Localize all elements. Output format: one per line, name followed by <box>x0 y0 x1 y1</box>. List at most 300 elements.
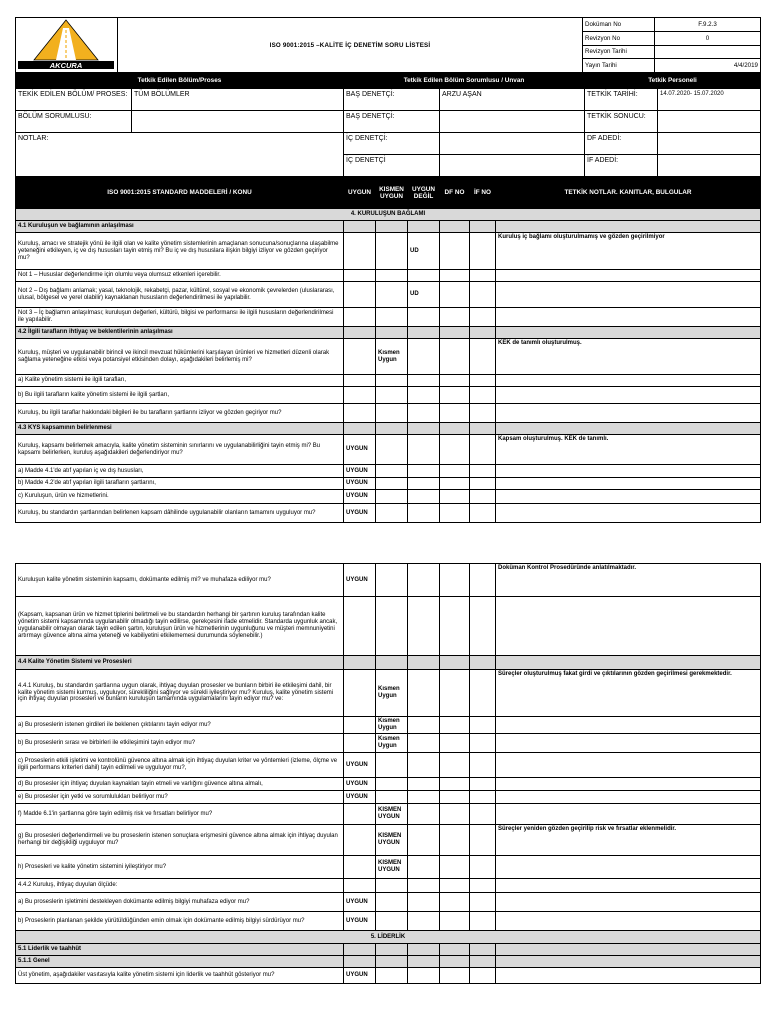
empty-cell <box>376 327 408 339</box>
empty-cell <box>440 956 470 968</box>
kismen-mark <box>376 597 408 656</box>
question-text: Kuruluş, bu ilgili taraflar hakkındaki bilgileri ile bu tarafların şartlarını izliyor ve gözden geçiriyor mu? <box>16 404 344 423</box>
info-label: DF ADEDİ: <box>585 133 658 155</box>
if-no-cell <box>470 270 496 282</box>
uygun-degil-mark <box>408 804 440 825</box>
info-label: TETKİK SONUCU: <box>585 111 658 133</box>
empty-cell <box>496 656 761 670</box>
meta-value <box>655 45 761 59</box>
subsection-row <box>16 221 761 233</box>
question-row <box>16 753 761 778</box>
empty-cell <box>376 423 408 435</box>
df-no-cell <box>440 753 470 778</box>
question-text: 4.4.2 Kuruluş, ihtiyaç duyulan ölçüde: <box>16 879 344 893</box>
uygun-mark <box>344 734 376 753</box>
if-no-cell <box>470 856 496 879</box>
if-no-cell <box>470 478 496 490</box>
uygun-degil-mark <box>408 490 440 504</box>
audit-note <box>496 375 761 387</box>
audit-note <box>496 804 761 825</box>
column-header-row <box>16 178 761 209</box>
question-text: Not 1 – Hususlar değerlendirme için olumlu veya olumsuz etkenleri içerebilir. <box>16 270 344 282</box>
kismen-mark <box>376 490 408 504</box>
uygun-mark: UYGUN <box>344 778 376 791</box>
df-no-cell <box>440 308 470 327</box>
if-no-cell <box>470 339 496 375</box>
question-row <box>16 465 761 478</box>
audit-note <box>496 717 761 734</box>
question-row <box>16 375 761 387</box>
df-no-cell <box>440 282 470 308</box>
section-row <box>16 209 761 221</box>
empty-cell <box>496 327 761 339</box>
question-row <box>16 233 761 270</box>
question-text: c) Proseslerin etkili işletimi ve kontrolünü güvence altına almak için ihtiyaç duyulan kriter ve yöntemleri (izleme, ölçme ve ilgili performans kriterleri dahil) tayin edilmeli ve uyguluyor mu?, <box>16 753 344 778</box>
subsection-heading: 4.3 KYS kapsamının belirlenmesi <box>16 423 344 435</box>
info-label: İF ADEDİ: <box>585 155 658 177</box>
info-value <box>658 155 761 177</box>
question-text: e) Bu prosesler için yetki ve sorumlulukları belirliyor mu? <box>16 791 344 804</box>
if-no-cell <box>470 233 496 270</box>
info-value <box>440 155 585 177</box>
uygun-degil-mark <box>408 717 440 734</box>
if-no-cell <box>470 504 496 523</box>
section-heading: 4. KURULUŞUN BAĞLAMI <box>16 209 761 221</box>
kismen-mark <box>376 282 408 308</box>
meta-label: Doküman No <box>583 18 655 32</box>
question-text: f) Madde 6.1'in şartlarına göre tayin edilmiş risk ve fırsatları belirliyor mu? <box>16 804 344 825</box>
audit-note <box>496 791 761 804</box>
question-row <box>16 387 761 404</box>
info-label: BAŞ DENETÇİ: <box>344 111 440 133</box>
uygun-degil-mark <box>408 670 440 717</box>
info-label: İÇ DENETÇİ <box>344 155 440 177</box>
kismen-mark: Kısmen Uygun <box>376 670 408 717</box>
audit-note <box>496 270 761 282</box>
uygun-degil-mark <box>408 968 440 984</box>
uygun-mark <box>344 804 376 825</box>
question-text: Not 3 – İç bağlamın anlaşılması; kuruluşun değerleri, kültürü, bilgisi ve performansı ile ilgili hususların değerlendirilmesi ile yapılabilir. <box>16 308 344 327</box>
question-row <box>16 734 761 753</box>
df-no-cell <box>440 597 470 656</box>
form-page-2 <box>15 563 760 984</box>
uygun-mark <box>344 879 376 893</box>
meta-value: 4/4/2019 <box>655 59 761 73</box>
audit-note <box>496 387 761 404</box>
empty-cell <box>344 423 376 435</box>
empty-cell <box>408 423 440 435</box>
uygun-degil-mark <box>408 270 440 282</box>
uygun-mark <box>344 856 376 879</box>
empty-cell <box>344 327 376 339</box>
kismen-mark <box>376 465 408 478</box>
uygun-degil-mark <box>408 778 440 791</box>
question-text: h) Prosesleri ve kalite yönetim sistemini iyileştiriyor mu? <box>16 856 344 879</box>
audit-note <box>496 753 761 778</box>
uygun-degil-mark <box>408 912 440 931</box>
audit-body-2 <box>16 564 761 984</box>
df-no-cell <box>440 804 470 825</box>
kismen-mark <box>376 478 408 490</box>
audit-note <box>496 734 761 753</box>
empty-cell <box>440 944 470 956</box>
info-label: NOTLAR: <box>16 133 344 177</box>
uygun-mark <box>344 670 376 717</box>
uygun-degil-mark <box>408 435 440 465</box>
question-row <box>16 564 761 597</box>
if-no-cell <box>470 825 496 856</box>
subsection-row <box>16 956 761 968</box>
kismen-mark: Kısmen Uygun <box>376 717 408 734</box>
subsection-row <box>16 656 761 670</box>
kismen-mark <box>376 912 408 931</box>
question-row <box>16 717 761 734</box>
question-row <box>16 778 761 791</box>
kismen-mark <box>376 387 408 404</box>
empty-cell <box>344 956 376 968</box>
empty-cell <box>496 221 761 233</box>
empty-cell <box>408 221 440 233</box>
kismen-mark: Kısmen Uygun <box>376 734 408 753</box>
if-no-cell <box>470 717 496 734</box>
kismen-mark <box>376 375 408 387</box>
uygun-mark: UYGUN <box>344 504 376 523</box>
if-no-cell <box>470 308 496 327</box>
question-text: Kuruluş, kapsamı belirlemek amacıyla, kalite yönetim sisteminin sınırlarını ve uygulanabilirliğini tayin etmiş mi? Bu kapsamı belirlerken, kuruluş aşağıdakileri değerlendiriyor mu? <box>16 435 344 465</box>
question-text: Kuruluşun kalite yönetim sisteminin kapsamı, dokümante edilmiş mi? ve muhafaza ediliyor mu? <box>16 564 344 597</box>
empty-cell <box>408 656 440 670</box>
uygun-mark: UYGUN <box>344 490 376 504</box>
uygun-degil-mark <box>408 339 440 375</box>
audit-note <box>496 465 761 478</box>
audit-note <box>496 597 761 656</box>
question-row <box>16 856 761 879</box>
akcura-logo-mark <box>16 18 116 70</box>
uygun-mark: UYGUN <box>344 435 376 465</box>
question-row <box>16 968 761 984</box>
df-no-cell <box>440 465 470 478</box>
kismen-mark: KISMEN UYGUN <box>376 825 408 856</box>
question-text: Üst yönetim, aşağıdakiler vasıtasıyla kalite yönetim sistemi için liderlik ve taahhüt gösteriyor mu? <box>16 968 344 984</box>
df-no-cell <box>440 893 470 912</box>
column-header: UYGUN <box>344 178 376 209</box>
uygun-mark: UYGUN <box>344 912 376 931</box>
if-no-cell <box>470 778 496 791</box>
empty-cell <box>496 944 761 956</box>
df-no-cell <box>440 912 470 931</box>
kismen-mark <box>376 504 408 523</box>
info-table <box>15 88 761 177</box>
question-text: Kuruluş, amacı ve stratejik yönü ile ilgili olan ve kalite yönetim sistemlerinin amaçlanan sonucuna/sonuçlarına ulaşabilme yeteneğini etkileyen, iç ve dış hususları tayin etmiş mi? Bu iç ve dış hususlara ilişkin bilgiyi izliyor ve gözden geçiriyor mu? <box>16 233 344 270</box>
subsection-row <box>16 327 761 339</box>
df-no-cell <box>440 504 470 523</box>
uygun-degil-mark <box>408 879 440 893</box>
question-text: a) Bu proseslerin istenen girdileri ile beklenen çıktılarını tayin ediyor mu? <box>16 717 344 734</box>
question-text: b) Proseslerin planlanan şekilde yürütüldüğünden emin olmak için dokümante edilmiş bilgiyi sürdürüyor mu? <box>16 912 344 931</box>
df-no-cell <box>440 339 470 375</box>
audit-note <box>496 778 761 791</box>
akcura-logo <box>16 18 118 73</box>
band-cell: Tetkik Edilen Bölüm/Proses <box>16 74 344 88</box>
audit-note <box>496 893 761 912</box>
audit-note: Kuruluş iç bağlamı oluşturulmamış ve gözden geçirilmiyor <box>496 233 761 270</box>
column-header: KISMEN UYGUN <box>376 178 408 209</box>
if-no-cell <box>470 893 496 912</box>
if-no-cell <box>470 465 496 478</box>
kismen-mark <box>376 308 408 327</box>
kismen-mark <box>376 893 408 912</box>
question-text: a) Bu proseslerin işletimini destekleyen dokümante edilmiş bilgiyi muhafaza ediyor mu? <box>16 893 344 912</box>
info-label: BÖLÜM SORUMLUSU: <box>16 111 132 133</box>
empty-cell <box>496 956 761 968</box>
df-no-cell <box>440 233 470 270</box>
band-row <box>15 73 761 88</box>
uygun-mark <box>344 375 376 387</box>
logo-text: AKCURA <box>49 61 83 70</box>
empty-cell <box>344 656 376 670</box>
uygun-degil-mark <box>408 478 440 490</box>
meta-label: Yayın Tarihi <box>583 59 655 73</box>
subsection-row <box>16 944 761 956</box>
audit-note <box>496 282 761 308</box>
info-value <box>132 111 344 133</box>
subsection-row <box>16 423 761 435</box>
info-value: ARZU AŞAN <box>440 89 585 111</box>
uygun-mark: UYGUN <box>344 564 376 597</box>
kismen-mark <box>376 778 408 791</box>
uygun-degil-mark <box>408 753 440 778</box>
section-row <box>16 931 761 944</box>
empty-cell <box>344 944 376 956</box>
meta-value: 0 <box>655 31 761 45</box>
info-value: 14.07.2020- 15.07.2020 <box>658 89 761 111</box>
uygun-mark <box>344 597 376 656</box>
uygun-degil-mark <box>408 734 440 753</box>
page-title: ISO 9001:2015 –KALİTE İÇ DENETİM SORU LİSTESİ <box>118 18 583 73</box>
column-header: TETKİK NOTLAR. KANITLAR, BULGULAR <box>496 178 761 209</box>
question-row <box>16 791 761 804</box>
if-no-cell <box>470 753 496 778</box>
audit-note <box>496 912 761 931</box>
question-text: Not 2 – Dış bağlamı anlamak; yasal, teknolojik, rekabetçi, pazar, kültürel, sosyal ve ekonomik çevrelerden (uluslararası, ulusal, bölgesel ve yerel olabilir) kaynaklanan hususların değerlendirilmesi ile yapılabilir. <box>16 282 344 308</box>
if-no-cell <box>470 387 496 404</box>
audit-note <box>496 968 761 984</box>
df-no-cell <box>440 778 470 791</box>
df-no-cell <box>440 387 470 404</box>
info-value: TÜM BÖLÜMLER <box>132 89 344 111</box>
question-row <box>16 670 761 717</box>
column-header: İF NO <box>470 178 496 209</box>
audit-note: Doküman Kontrol Prosedüründe anlatılmaktadır. <box>496 564 761 597</box>
if-no-cell <box>470 375 496 387</box>
empty-cell <box>440 656 470 670</box>
question-row <box>16 597 761 656</box>
uygun-mark <box>344 825 376 856</box>
empty-cell <box>470 327 496 339</box>
empty-cell <box>376 221 408 233</box>
df-no-cell <box>440 879 470 893</box>
uygun-degil-mark <box>408 791 440 804</box>
audit-note: Süreçler yeniden gözden geçirilip risk ve fırsatlar eklenmelidir. <box>496 825 761 856</box>
empty-cell <box>496 423 761 435</box>
question-text: Kuruluş, müşteri ve uygulanabilir birincil ve ikincil mevzuat hükümlerini karşılayan ürünleri ve hizmetleri düzenli olarak sağlama yeteneğine etkisi veya potansiyel etkisinden dolayı, aşağıdakileri belirlemiş mi? <box>16 339 344 375</box>
if-no-cell <box>470 912 496 931</box>
section-heading: 5. LİDERLİK <box>16 931 761 944</box>
if-no-cell <box>470 490 496 504</box>
question-row <box>16 308 761 327</box>
audit-note: Süreçler oluşturulmuş fakat girdi ve çıktılarının gözden geçirilmesi gerekmektedir. <box>496 670 761 717</box>
uygun-mark <box>344 404 376 423</box>
empty-cell <box>408 956 440 968</box>
subsection-heading: 5.1 Liderlik ve taahhüt <box>16 944 344 956</box>
uygun-degil-mark <box>408 404 440 423</box>
if-no-cell <box>470 564 496 597</box>
audit-table-1 <box>15 177 761 523</box>
uygun-degil-mark <box>408 375 440 387</box>
df-no-cell <box>440 404 470 423</box>
subsection-heading: 4.2 İlgili tarafların ihtiyaç ve beklentilerinin anlaşılması <box>16 327 344 339</box>
band-cell: Tetkik Personeli <box>585 74 761 88</box>
if-no-cell <box>470 282 496 308</box>
audit-note <box>496 504 761 523</box>
audit-note <box>496 478 761 490</box>
if-no-cell <box>470 597 496 656</box>
uygun-mark <box>344 387 376 404</box>
df-no-cell <box>440 490 470 504</box>
audit-note <box>496 490 761 504</box>
empty-cell <box>440 423 470 435</box>
question-text: d) Bu prosesler için ihtiyaç duyulan kaynakları tayin etmeli ve varlığını güvence altına almalı, <box>16 778 344 791</box>
if-no-cell <box>470 804 496 825</box>
info-label: İÇ DENETÇİ: <box>344 133 440 155</box>
empty-cell <box>470 423 496 435</box>
if-no-cell <box>470 734 496 753</box>
uygun-mark: UYGUN <box>344 478 376 490</box>
kismen-mark: KISMEN UYGUN <box>376 804 408 825</box>
column-header: DF NO <box>440 178 470 209</box>
uygun-degil-mark <box>408 893 440 912</box>
column-header: UYGUN DEĞİL <box>408 178 440 209</box>
uygun-mark: UYGUN <box>344 968 376 984</box>
uygun-degil-mark <box>408 856 440 879</box>
question-text: b) Bu proseslerin sırası ve birbirleri ile etkileşimini tayin ediyor mu? <box>16 734 344 753</box>
uygun-degil-mark <box>408 308 440 327</box>
kismen-mark <box>376 564 408 597</box>
uygun-mark: UYGUN <box>344 893 376 912</box>
uygun-mark: UYGUN <box>344 791 376 804</box>
info-label: TETKİK TARİHİ: <box>585 89 658 111</box>
meta-label: Revizyon No <box>583 31 655 45</box>
audit-body-1 <box>16 209 761 523</box>
df-no-cell <box>440 825 470 856</box>
empty-cell <box>344 221 376 233</box>
uygun-degil-mark <box>408 825 440 856</box>
info-label: TEKİK EDİLEN BÖLÜM/ PROSES: <box>16 89 132 111</box>
if-no-cell <box>470 791 496 804</box>
df-no-cell <box>440 270 470 282</box>
if-no-cell <box>470 968 496 984</box>
question-row <box>16 893 761 912</box>
question-row <box>16 879 761 893</box>
question-row <box>16 912 761 931</box>
question-text: a) Kalite yönetim sistemi ile ilgili tarafları, <box>16 375 344 387</box>
question-row <box>16 435 761 465</box>
kismen-mark: KISMEN UYGUN <box>376 856 408 879</box>
if-no-cell <box>470 670 496 717</box>
empty-cell <box>408 944 440 956</box>
meta-label: Revizyon Tarihi <box>583 45 655 59</box>
question-row <box>16 282 761 308</box>
form-page-1 <box>15 17 760 523</box>
uygun-mark <box>344 339 376 375</box>
question-text: g) Bu prosesleri değerlendirmeli ve bu proseslerin istenen sonuçlara erişmesini güvence altına almak için ihtiyaç duyulan herhangi bir değişikliği uyguluyor mu? <box>16 825 344 856</box>
audit-note <box>496 879 761 893</box>
meta-value: F.9.2.3 <box>655 18 761 32</box>
question-row <box>16 478 761 490</box>
question-row <box>16 490 761 504</box>
form-header <box>15 17 761 73</box>
df-no-cell <box>440 435 470 465</box>
df-no-cell <box>440 968 470 984</box>
question-row <box>16 825 761 856</box>
empty-cell <box>376 944 408 956</box>
question-text: a) Madde 4.1'de atıf yapılan iç ve dış hususları, <box>16 465 344 478</box>
band-cell: Tetkik Edilen Bölüm Sorumlusu / Unvan <box>344 74 585 88</box>
question-row <box>16 404 761 423</box>
uygun-mark <box>344 282 376 308</box>
uygun-degil-mark: UD <box>408 282 440 308</box>
subsection-heading: 4.1 Kuruluşun ve bağlamının anlaşılması <box>16 221 344 233</box>
question-text: (Kapsam, kapsanan ürün ve hizmet tiplerini belirtmeli ve bu standardın herhangi bir şartının kuruluş tarafından kalite yönetim sistemi kapsamında uygulanabilir olmadığı tayin edilirse, gerekçesini ifade etmelidir. Standarda uygunluk ancak, uygulanabilir olmayan olarak tayin edilen şartın, kuruluşun ürün ve hizmetlerinin uygunluğunu ve müşteri memnuniyetini artırmayı güvence altına alma yeteneği ve kabiliyetini etkilememesi durumunda söylenebilir.) <box>16 597 344 656</box>
uygun-degil-mark <box>408 387 440 404</box>
uygun-degil-mark <box>408 465 440 478</box>
empty-cell <box>408 327 440 339</box>
empty-cell <box>470 656 496 670</box>
if-no-cell <box>470 404 496 423</box>
df-no-cell <box>440 478 470 490</box>
df-no-cell <box>440 856 470 879</box>
audit-note <box>496 404 761 423</box>
question-row <box>16 804 761 825</box>
question-row <box>16 270 761 282</box>
empty-cell <box>440 221 470 233</box>
df-no-cell <box>440 791 470 804</box>
subsection-heading: 5.1.1 Genel <box>16 956 344 968</box>
column-header: ISO 9001:2015 STANDARD MADDELERİ / KONU <box>16 178 344 209</box>
info-value <box>658 111 761 133</box>
df-no-cell <box>440 717 470 734</box>
uygun-mark: UYGUN <box>344 465 376 478</box>
empty-cell <box>376 956 408 968</box>
question-row <box>16 339 761 375</box>
question-text: b) Madde 4.2'de atıf yapılan ilgili tarafların şartlarını, <box>16 478 344 490</box>
df-no-cell <box>440 670 470 717</box>
df-no-cell <box>440 375 470 387</box>
uygun-mark <box>344 233 376 270</box>
kismen-mark <box>376 791 408 804</box>
kismen-mark <box>376 753 408 778</box>
uygun-mark <box>344 717 376 734</box>
kismen-mark <box>376 879 408 893</box>
df-no-cell <box>440 564 470 597</box>
info-value <box>440 133 585 155</box>
kismen-mark: Kısmen Uygun <box>376 339 408 375</box>
uygun-degil-mark <box>408 597 440 656</box>
question-text: 4.4.1 Kuruluş, bu standardın şartlarına uygun olarak, ihtiyaç duyulan prosesler ve bunların birbiri ile etkileşimi dahil, bir kalite yönetim sistemi kurmuş, uyguluyor, sürekliliğini sağlıyor ve sürekli iyileştiriyor mu? Kuruluş, kalite yönetim sistemi için ihtiyaç duyulan prosesleri ve bunların kuruluşun tamamında uygulamalarını tayin ediyor mu? ve: <box>16 670 344 717</box>
uygun-mark: UYGUN <box>344 753 376 778</box>
question-row <box>16 504 761 523</box>
uygun-degil-mark: UD <box>408 233 440 270</box>
